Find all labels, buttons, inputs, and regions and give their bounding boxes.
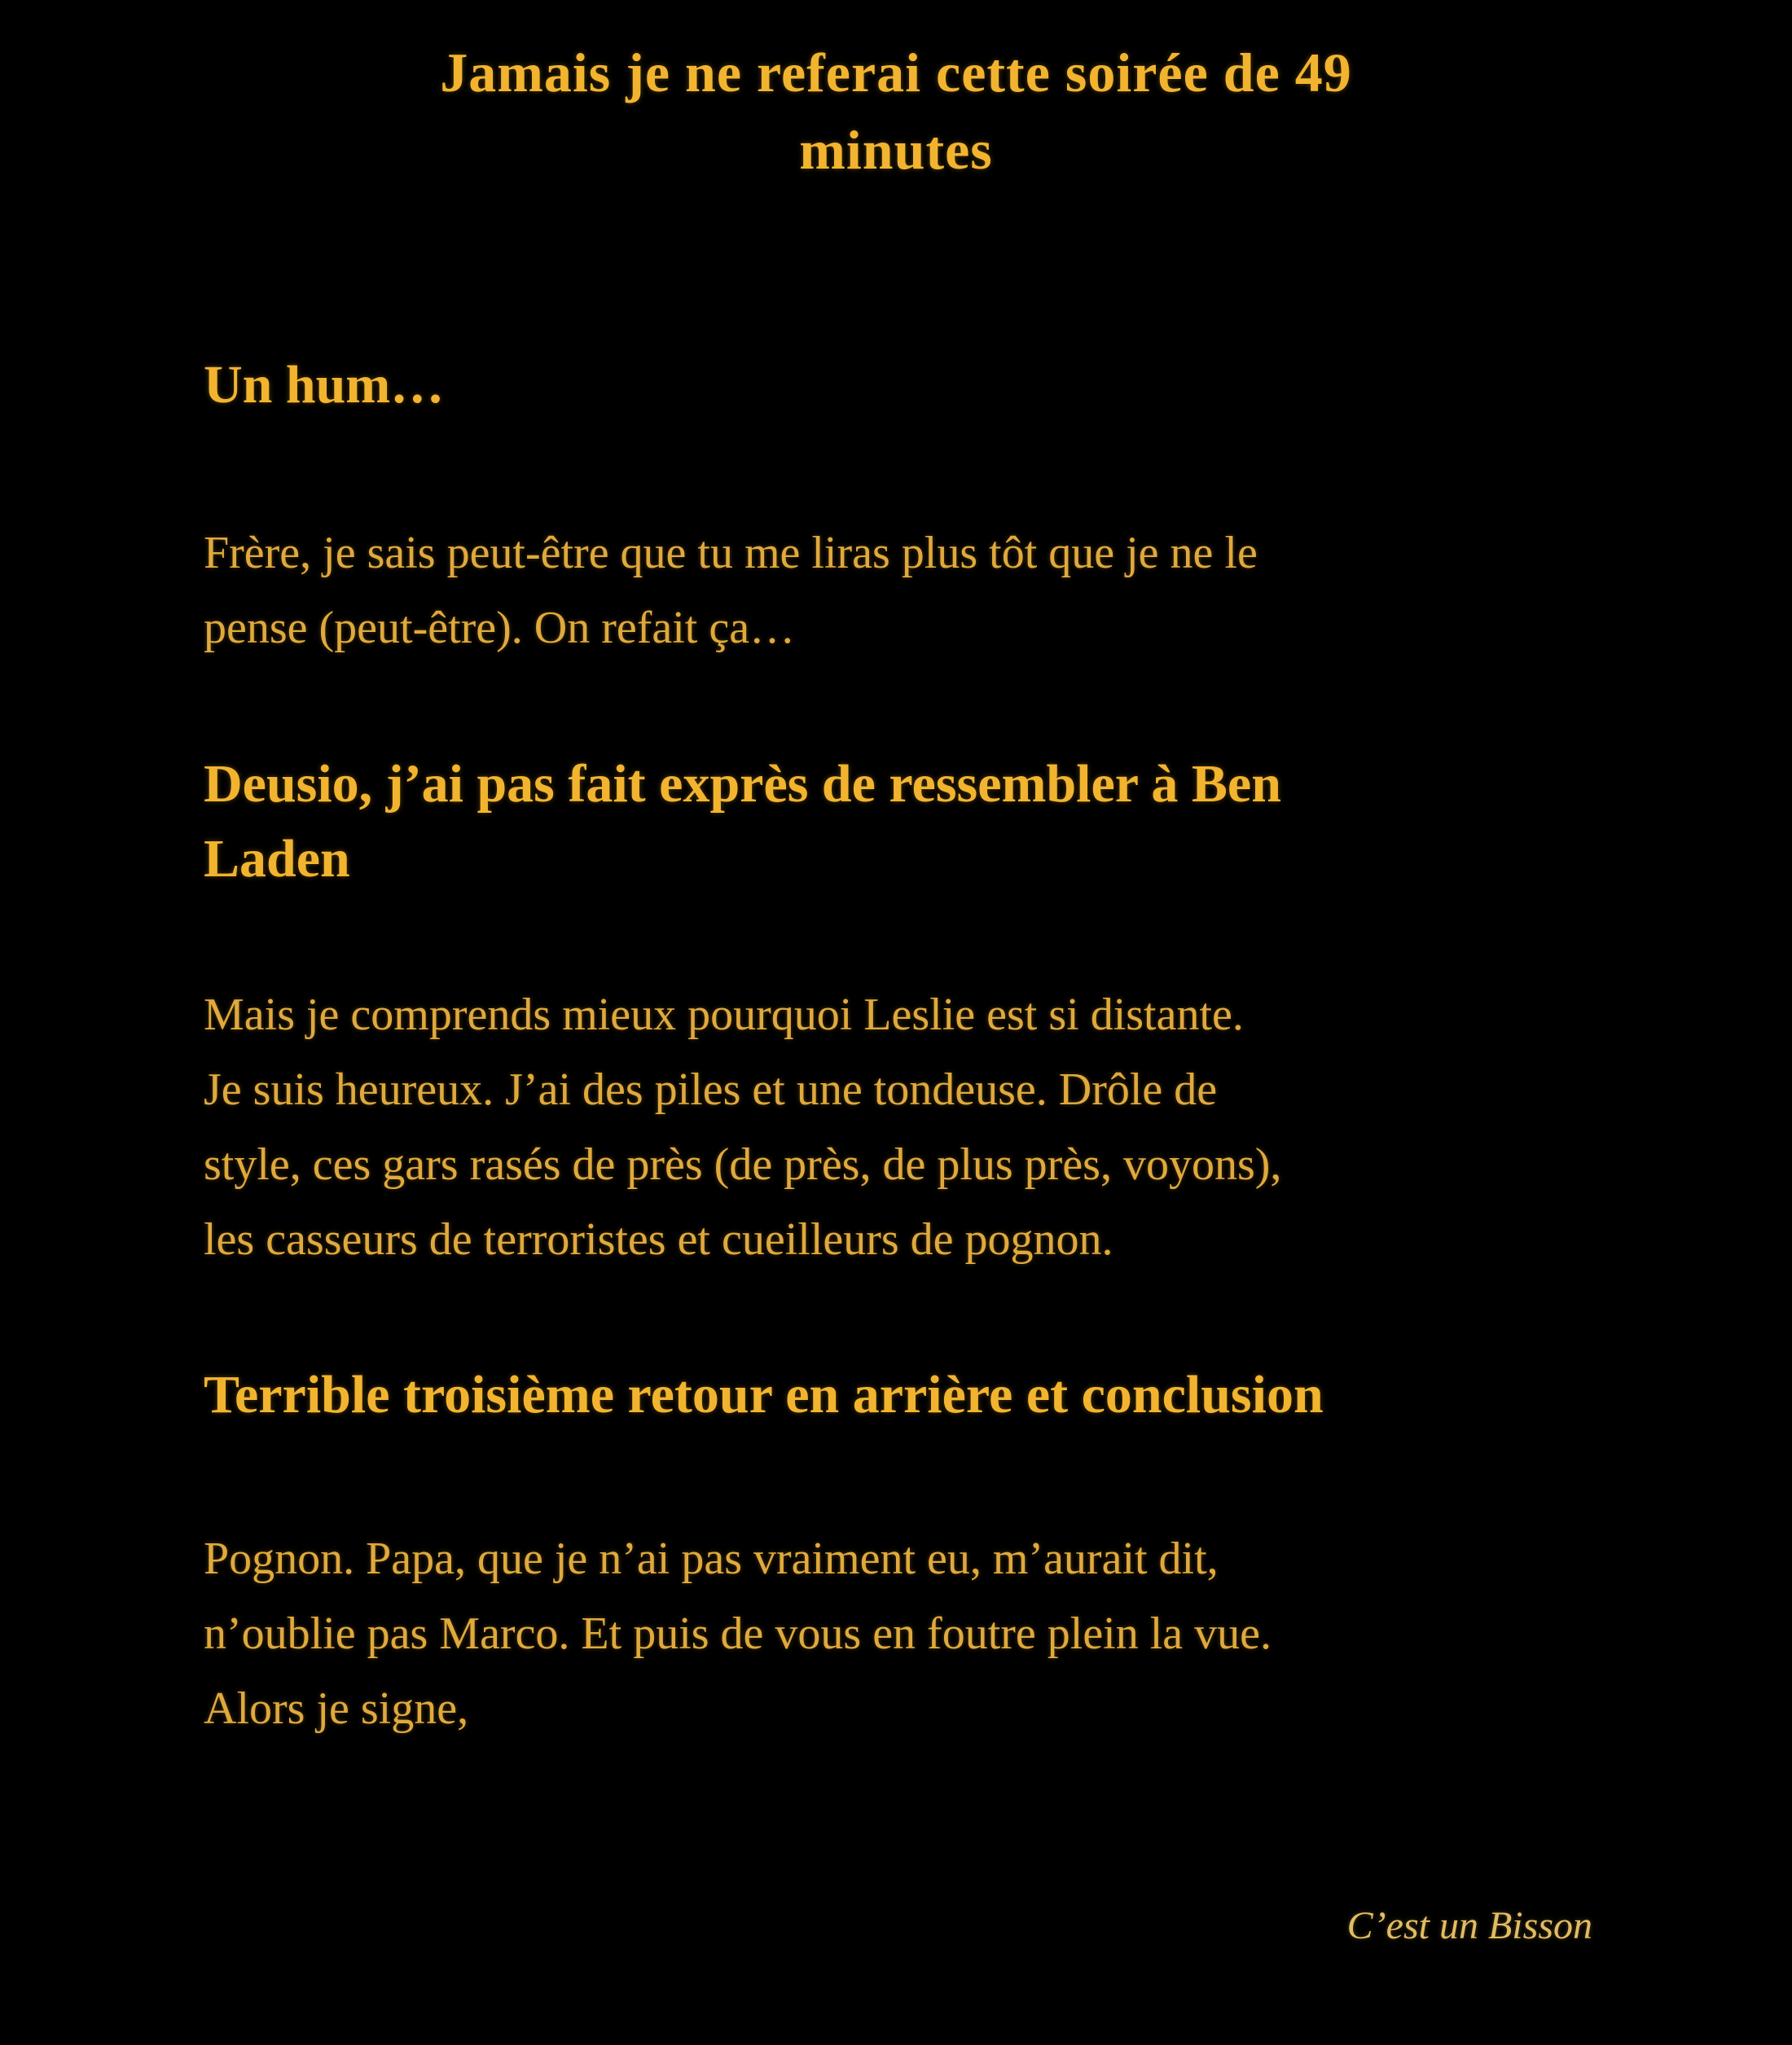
heading-line: Un hum… [204,355,445,415]
paragraph-line: Mais je comprends mieux pourquoi Leslie est si distante. [204,990,1244,1040]
page-title [0,0,1792,189]
page-title-line: minutes [799,119,993,181]
heading-line: Terrible troisième retour en arrière et conclusion [204,1365,1324,1424]
paragraph-line: pense (peut-être). On refait ça… [204,603,796,653]
heading-line: Laden [204,829,350,889]
paragraph-line: Frère, je sais peut-être que tu me liras plus tôt que je ne le [204,528,1258,578]
paragraph-conclusion [204,1521,1592,1746]
section-heading-conclusion [204,1358,1592,1433]
section-heading-deusio [204,747,1592,897]
heading-line: Deusio, j’ai pas fait exprès de ressembler à Ben [204,754,1281,814]
article-body [204,348,1592,1955]
paragraph-line: Je suis heureux. J’ai des piles et une tondeuse. Drôle de [204,1064,1218,1115]
paragraph-un-hum [204,516,1592,665]
author-signature: C’est un Bisson [1346,1904,1592,1947]
paragraph-line: les casseurs de terroristes et cueilleurs de pognon. [204,1214,1113,1265]
paragraph-line: Alors je signe, [204,1683,469,1734]
paragraph-line: n’oublie pas Marco. Et puis de vous en foutre plein la vue. [204,1608,1272,1659]
paragraph-line: Pognon. Papa, que je n’ai pas vraiment eu, m’aurait dit, [204,1534,1219,1584]
paragraph-deusio [204,977,1592,1277]
page-title-line: Jamais je ne referai cette soirée de 49 [440,42,1352,103]
section-heading-un-hum [204,348,1592,423]
paragraph-line: style, ces gars rasés de près (de près, de plus près, voyons), [204,1139,1282,1190]
